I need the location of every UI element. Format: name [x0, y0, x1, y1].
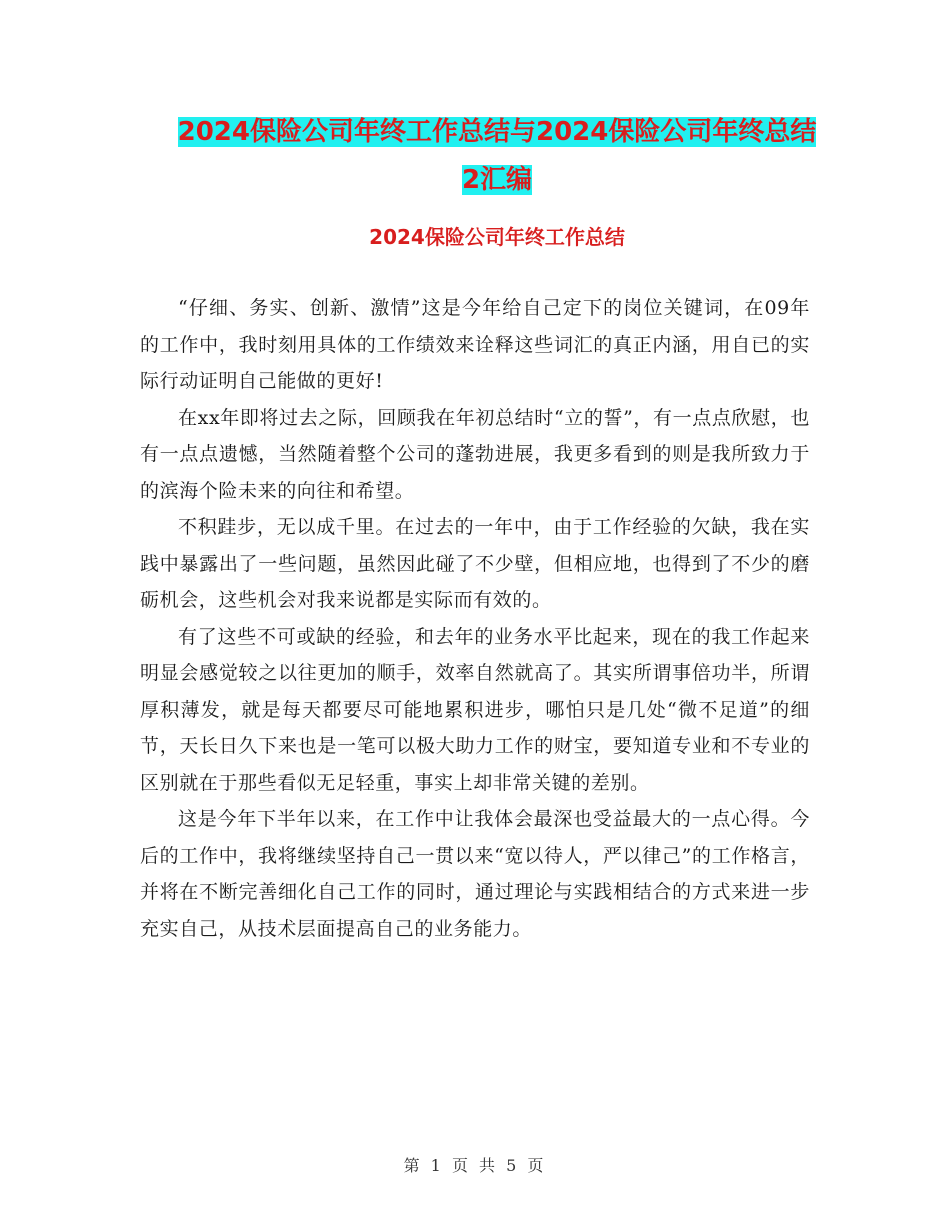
paragraph-5: 这是今年下半年以来，在工作中让我体会最深也受益最大的一点心得。今后的工作中，我将继续坚持自己一贯以来“宽以待人，严以律己”的工作格言，并将在不断完善细化自己工作的同时，通过理论与实践相结合的方式来进一步充实自己，从技术层面提高自己的业务能力。	[140, 808, 810, 940]
paragraph-4: 有了这些不可或缺的经验，和去年的业务水平比起来，现在的我工作起来明显会感觉较之以往更加的顺手，效率自然就高了。其实所谓事倍功半，所谓厚积薄发，就是每天都要尽可能地累积进步，哪怕只是几处“微不足道”的细节，天长日久下来也是一笔可以极大助力工作的财宝，要知道专业和不专业的区别就在于那些看似无足轻重，事实上却非常关键的差别。	[140, 625, 810, 794]
section-heading: 2024保险公司年终工作总结	[369, 225, 625, 249]
paragraph-3: 不积跬步，无以成千里。在过去的一年中，由于工作经验的欠缺，我在实践中暴露出了一些问题，虽然因此碰了不少壁，但相应地，也得到了不少的磨砺机会，这些机会对我来说都是实际而有效的。	[140, 516, 810, 611]
document-title	[140, 108, 854, 204]
page-number-footer: 第 1 页 共 5 页	[403, 1156, 547, 1175]
document-title-line2: 2汇编	[461, 165, 533, 195]
document-title-line1: 2024保险公司年终工作总结与2024保险公司年终总结	[177, 117, 817, 147]
body-text	[140, 290, 810, 947]
paragraph-1: “仔细、务实、创新、激情”这是今年给自己定下的岗位关键词，在09年的工作中，我时刻用具体的工作绩效来诠释这些词汇的真正内涵，用自已的实际行动证明自己能做的更好!	[140, 297, 810, 392]
paragraph-2: 在xx年即将过去之际，回顾我在年初总结时“立的誓”，有一点点欣慰，也有一点点遗憾，当然随着整个公司的蓬勃进展，我更多看到的则是我所致力于的滨海个险未来的向往和希望。	[140, 406, 810, 502]
